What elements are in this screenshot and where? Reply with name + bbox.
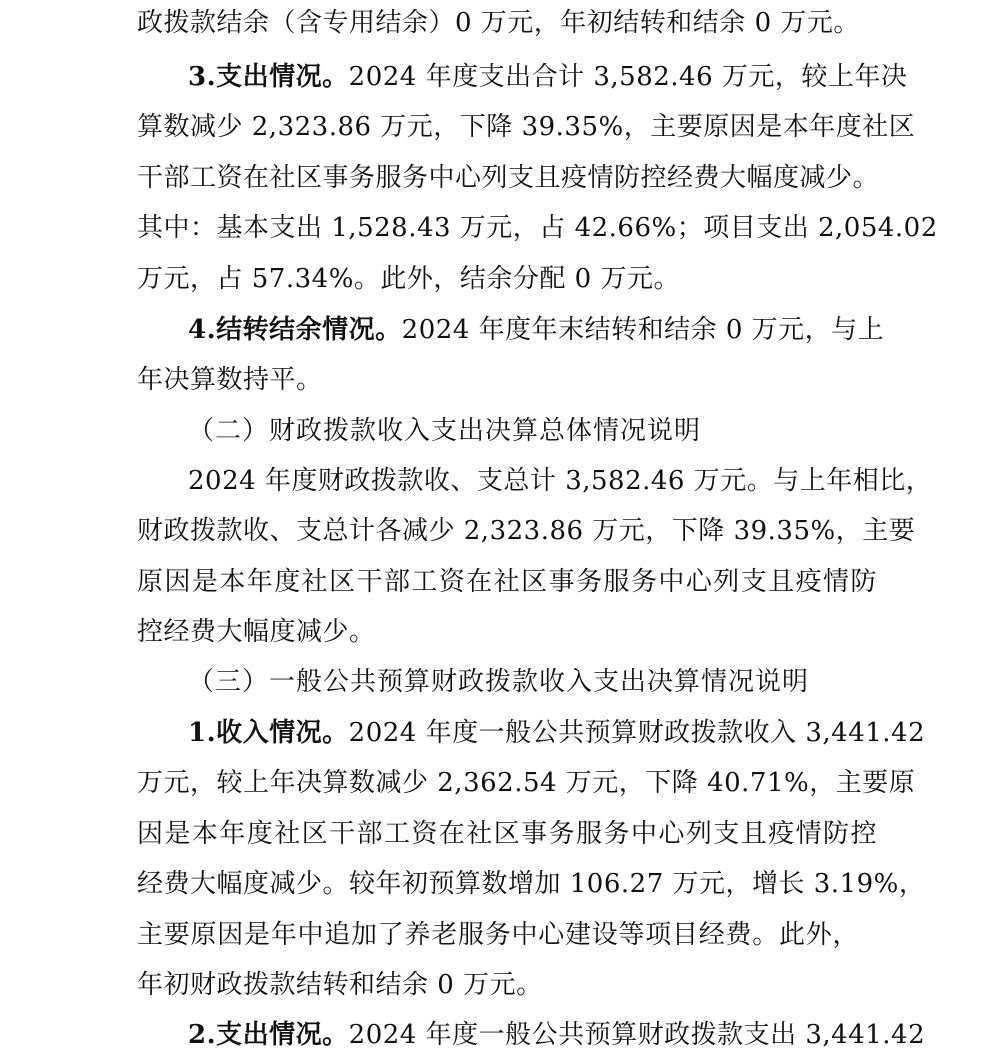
- section-lead-label: 4.结转结余情况。: [188, 315, 402, 345]
- line-text: 算数减少 2,323.86 万元，下降 39.35%，主要原因是本年度社区: [137, 112, 916, 142]
- line-text: 经费大幅度减少。较年初预算数增加 106.27 万元，增长 3.19%，: [137, 869, 926, 899]
- line-text: 干部工资在社区事务服务中心列支且疫情防控经费大幅度减少。: [137, 163, 880, 193]
- line-text: 政拨款结余（含专用结余）0 万元，年初结转和结余 0 万元。: [137, 8, 860, 38]
- paragraph-line: [137, 259, 680, 299]
- line-text: 万元，占 57.34%。此外，结余分配 0 万元。: [137, 264, 680, 294]
- paragraph-line: [137, 158, 880, 198]
- line-text: 因是本年度社区干部工资在社区事务服务中心列支且疫情防控: [137, 819, 877, 849]
- paragraph-line: [137, 208, 938, 248]
- line-text: 控经费大幅度减少。: [137, 617, 376, 647]
- paragraph-line: [137, 965, 543, 1005]
- line-text: 2024 年度支出合计 3,582.46 万元，较上年决: [348, 62, 908, 92]
- heading-text: （二）财政拨款收入支出决算总体情况说明: [188, 416, 702, 446]
- line-text: 财政拨款收、支总计各减少 2,323.86 万元，下降 39.35%，主要: [137, 516, 916, 546]
- paragraph-line: [137, 763, 916, 803]
- paragraph-line: [137, 107, 916, 147]
- paragraph-line: [137, 915, 859, 955]
- paragraph-line: [188, 461, 933, 501]
- heading-text: （三）一般公共预算财政拨款收入支出决算情况说明: [188, 667, 810, 697]
- section-lead-label: 3.支出情况。: [188, 62, 349, 92]
- line-text: 万元，较上年决算数减少 2,362.54 万元，下降 40.71%，主要原: [137, 768, 916, 798]
- paragraph-line: [137, 511, 916, 551]
- paragraph-line: [137, 864, 926, 904]
- line-text: 原因是本年度社区干部工资在社区事务服务中心列支且疫情防: [137, 567, 877, 597]
- subsection-heading-3: [188, 662, 809, 702]
- subsection-heading-2: [188, 411, 701, 451]
- paragraph-line: [137, 562, 877, 602]
- paragraph-line: [137, 3, 860, 43]
- section-heading-expenditure: [188, 57, 908, 97]
- paragraph-line: [137, 360, 323, 400]
- line-text: 主要原因是年中追加了养老服务中心建设等项目经费。此外，: [137, 920, 859, 950]
- section-lead-label: 1.收入情况。: [188, 718, 349, 748]
- paragraph-line: [137, 612, 376, 652]
- section-heading-carryover: [188, 310, 885, 350]
- line-text: 其中：基本支出 1,528.43 万元，占 42.66%；项目支出 2,054.02: [137, 213, 938, 243]
- line-text: 2024 年度一般公共预算财政拨款收入 3,441.42: [348, 718, 926, 748]
- section-lead-label: 2.支出情况。: [188, 1020, 349, 1050]
- section-heading-income: [188, 713, 926, 753]
- section-heading-expenditure-2: [188, 1015, 926, 1055]
- line-text: 年初财政拨款结转和结余 0 万元。: [137, 970, 543, 1000]
- paragraph-line: [137, 814, 877, 854]
- line-text: 2024 年度年末结转和结余 0 万元，与上: [401, 315, 885, 345]
- line-text: 年决算数持平。: [137, 365, 323, 395]
- line-text: 2024 年度财政拨款收、支总计 3,582.46 万元。与上年相比，: [188, 466, 933, 496]
- line-text: 2024 年度一般公共预算财政拨款支出 3,441.42: [348, 1020, 926, 1050]
